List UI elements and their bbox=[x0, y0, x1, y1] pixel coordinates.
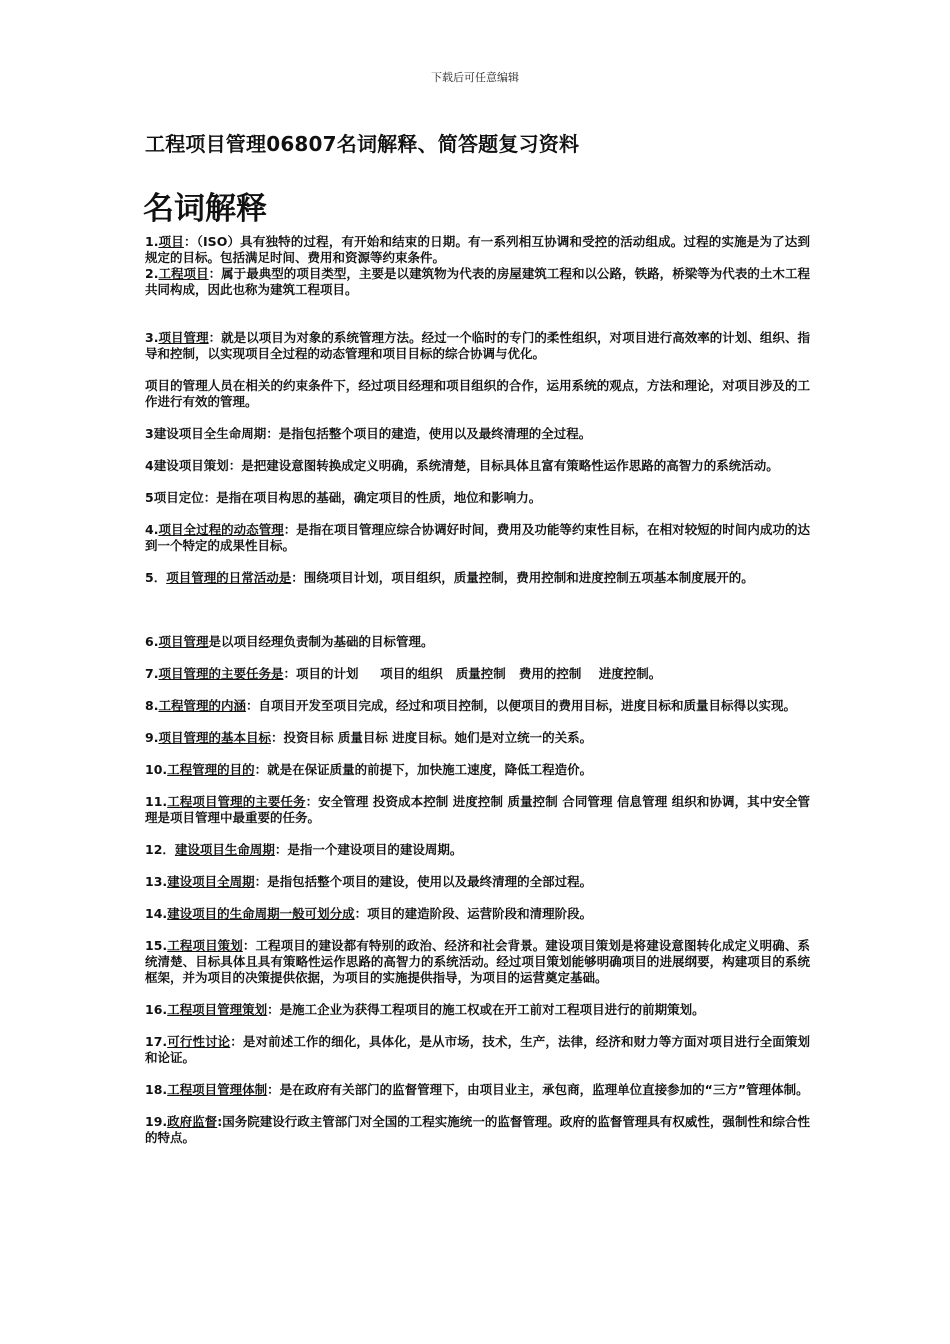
entry-body: ：投资目标 质量目标 进度目标。她们是对立统一的关系。 bbox=[270, 730, 593, 745]
definition-entry bbox=[145, 570, 810, 586]
entry-number: 7. bbox=[145, 666, 159, 681]
entry-number: 9. bbox=[145, 730, 159, 745]
entry-body: ：就是以项目为对象的系统管理方法。经过一个临时的专门的柔性组织，对项目进行高效率的计划、组织、指导和控制，以实现项目全过程的动态管理和项目目标的综合协调与优化。 bbox=[145, 330, 810, 361]
entry-term: 建设项目生命周期 bbox=[174, 842, 275, 857]
definition-entry bbox=[145, 906, 810, 922]
entry-body: ：属于最典型的项目类型，主要是以建筑物为代表的房屋建筑工程和以公路，铁路，桥梁等为代表的土木工程共同构成，因此也称为建筑工程项目。 bbox=[145, 266, 810, 297]
entry-term: 项目管理 bbox=[158, 634, 209, 649]
entry-term: 工程项目策划 bbox=[167, 938, 243, 953]
entry-body: ：自项目开发至项目完成，经过和项目控制，以便项目的费用目标，进度目标和质量目标得以实现。 bbox=[245, 698, 796, 713]
entry-term: 工程项目管理体制 bbox=[167, 1082, 268, 1097]
entry-number: 10. bbox=[145, 762, 168, 777]
entry-term: 可行性讨论 bbox=[167, 1034, 231, 1049]
document-title: 工程项目管理06807名词解释、简答题复习资料 bbox=[145, 132, 580, 156]
definition-entry bbox=[145, 842, 810, 858]
definition-entry bbox=[145, 794, 810, 826]
definitions-list bbox=[145, 234, 810, 1162]
entry-term: 工程项目管理策划 bbox=[167, 1002, 268, 1017]
entry-number: 6. bbox=[145, 634, 159, 649]
entry-term: 政府监督 bbox=[167, 1114, 218, 1129]
entry-body: ：是指包括整个项目的建设，使用以及最终清理的全部过程。 bbox=[254, 874, 593, 889]
entry-number: 11. bbox=[145, 794, 168, 809]
entry-term: 项目全过程的动态管理 bbox=[158, 522, 284, 537]
entry-body: :国务院建设行政主管部门对全国的工程实施统一的监督管理。政府的监督管理具有权威性，强制性和综合性的特点。 bbox=[145, 1114, 810, 1145]
section-title: 名词解释 bbox=[143, 191, 267, 227]
entry-body: ：项目的建造阶段、运营阶段和清理阶段。 bbox=[354, 906, 593, 921]
definition-entry bbox=[145, 634, 810, 650]
entry-body: 是以项目经理负责制为基础的目标管理。 bbox=[208, 634, 434, 649]
entry-number: 16. bbox=[145, 1002, 168, 1017]
definition-entry bbox=[145, 378, 810, 410]
definition-entry bbox=[145, 458, 810, 474]
definition-entry bbox=[145, 1002, 810, 1018]
definition-entry bbox=[145, 234, 810, 266]
definition-entry bbox=[145, 666, 810, 682]
entry-number: 5． bbox=[145, 570, 167, 585]
definition-entry bbox=[145, 330, 810, 362]
entry-body: ：围绕项目计划，项目组织，质量控制，费用控制和进度控制五项基本制度展开的。 bbox=[291, 570, 754, 585]
entry-number: 15. bbox=[145, 938, 168, 953]
entry-number: 12． bbox=[145, 842, 175, 857]
entry-number: 2. bbox=[145, 266, 159, 281]
definition-entry bbox=[145, 938, 810, 986]
entry-number: 17. bbox=[145, 1034, 168, 1049]
entry-number: 4. bbox=[145, 522, 159, 537]
entry-term: 项目 bbox=[158, 234, 184, 249]
entry-number: 18. bbox=[145, 1082, 168, 1097]
entry-term: 项目管理的日常活动是 bbox=[166, 570, 292, 585]
entry-term: 项目管理的主要任务是 bbox=[158, 666, 284, 681]
entry-term: 项目管理的基本目标 bbox=[158, 730, 271, 745]
entry-body: ：是对前述工作的细化，具体化，是从市场，技术，生产，法律，经济和财力等方面对项目进行全面策划和论证。 bbox=[145, 1034, 810, 1065]
entry-number: 8. bbox=[145, 698, 159, 713]
entry-body: ：安全管理 投资成本控制 进度控制 质量控制 合同管理 信息管理 组织和协调，其中安全管理是项目管理中最重要的任务。 bbox=[145, 794, 810, 825]
entry-term: 项目管理 bbox=[158, 330, 209, 345]
entry-body: ：（ISO）具有独特的过程，有开始和结束的日期。有一系列相互协调和受控的活动组成。过程的实施是为了达到规定的目标。包括满足时间、费用和资源等约束条件。 bbox=[145, 234, 810, 265]
entry-body: ：工程项目的建设都有特别的政治、经济和社会背景。建设项目策划是将建设意图转化成定义明确、系统清楚、目标具体且具有策略性运作思路的高智力的系统活动。经过项目策划能够明确项目的进展纲要，构建项目的系统框架，并为项目的决策提供依据，为项目的实施提供指导，为项目的运营奠定基础。 bbox=[145, 938, 810, 985]
entry-body: ：是施工企业为获得工程项目的施工权或在开工前对工程项目进行的前期策划。 bbox=[267, 1002, 705, 1017]
entry-body: ：是指在项目管理应综合协调好时间，费用及功能等约束性目标，在相对较短的时间内成功的达到一个特定的成果性目标。 bbox=[145, 522, 810, 553]
entry-body: ：是在政府有关部门的监督管理下，由项目业主，承包商，监理单位直接参加的“三方”管理体制。 bbox=[267, 1082, 809, 1097]
entry-number: 13. bbox=[145, 874, 168, 889]
definition-entry bbox=[145, 490, 810, 506]
entry-body: 5项目定位：是指在项目构思的基础，确定项目的性质，地位和影响力。 bbox=[145, 490, 542, 505]
definition-entry bbox=[145, 730, 810, 746]
definition-entry bbox=[145, 762, 810, 778]
entry-number: 3. bbox=[145, 330, 159, 345]
definition-entry bbox=[145, 698, 810, 714]
entry-body: 4建设项目策划：是把建设意图转换成定义明确，系统清楚，目标具体且富有策略性运作思路的高智力的系统活动。 bbox=[145, 458, 779, 473]
entry-number: 1. bbox=[145, 234, 159, 249]
definition-entry bbox=[145, 874, 810, 890]
entry-term: 工程项目 bbox=[158, 266, 209, 281]
entry-number: 14. bbox=[145, 906, 168, 921]
entry-number: 19. bbox=[145, 1114, 168, 1129]
definition-entry bbox=[145, 426, 810, 442]
definition-entry bbox=[145, 1114, 810, 1146]
entry-body: 3建设项目全生命周期：是指包括整个项目的建造，使用以及最终清理的全过程。 bbox=[145, 426, 592, 441]
entry-body: ：是指一个建设项目的建设周期。 bbox=[274, 842, 463, 857]
entry-body: ：项目的计划 项目的组织 质量控制 费用的控制 进度控制。 bbox=[283, 666, 662, 681]
entry-body: ：就是在保证质量的前提下，加快施工速度，降低工程造价。 bbox=[254, 762, 593, 777]
entry-term: 建设项目全周期 bbox=[167, 874, 255, 889]
entry-term: 建设项目的生命周期一般可划分成 bbox=[167, 906, 355, 921]
definition-entry bbox=[145, 1082, 810, 1098]
entry-body: 项目的管理人员在相关的约束条件下，经过项目经理和项目组织的合作，运用系统的观点，方法和理论，对项目涉及的工作进行有效的管理。 bbox=[145, 378, 810, 409]
entry-term: 工程管理的目的 bbox=[167, 762, 255, 777]
entry-term: 工程项目管理的主要任务 bbox=[167, 794, 306, 809]
definition-entry bbox=[145, 266, 810, 298]
page-header: 下载后可任意编辑 bbox=[431, 71, 519, 84]
definition-entry bbox=[145, 522, 810, 554]
definition-entry bbox=[145, 1034, 810, 1066]
entry-term: 工程管理的内涵 bbox=[158, 698, 246, 713]
